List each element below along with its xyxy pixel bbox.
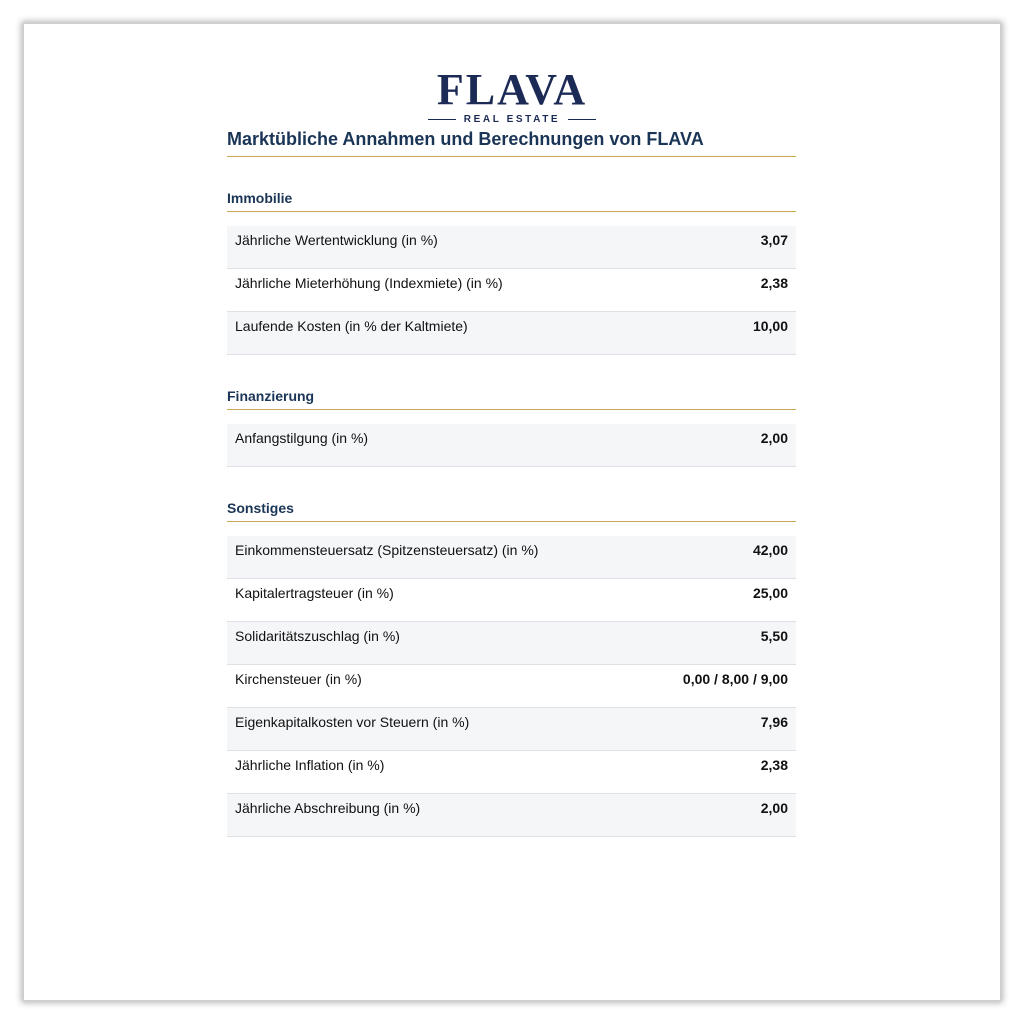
table-row [227, 536, 796, 579]
row-value: 2,00 [760, 800, 788, 816]
row-value: 25,00 [752, 585, 788, 601]
logo-rule-left [428, 119, 456, 120]
table-row [227, 622, 796, 665]
row-label: Jährliche Abschreibung (in %) [235, 800, 421, 816]
document-page [24, 24, 1000, 1000]
section-title: Immobilie [227, 190, 796, 212]
row-value: 5,50 [760, 628, 788, 644]
row-value: 0,00 / 8,00 / 9,00 [682, 671, 788, 687]
logo-tagline: REAL ESTATE [463, 114, 561, 125]
row-label: Laufende Kosten (in % der Kaltmiete) [235, 318, 468, 334]
row-value: 3,07 [760, 232, 788, 248]
table-row [227, 665, 796, 708]
table-row [227, 751, 796, 794]
page-title: Marktübliche Annahmen und Berechnungen von FLAVA [227, 128, 796, 157]
row-label: Jährliche Wertentwicklung (in %) [235, 232, 438, 248]
row-value: 2,38 [760, 275, 788, 291]
row-value: 2,00 [760, 430, 788, 446]
table-row [227, 312, 796, 355]
logo-wordmark: FLAVA [436, 65, 588, 114]
table-row [227, 226, 796, 269]
table-row [227, 708, 796, 751]
section-finanzierung [227, 388, 796, 467]
logo-rule-right [568, 119, 596, 120]
row-label: Jährliche Inflation (in %) [235, 757, 385, 773]
row-value: 42,00 [752, 542, 788, 558]
row-label: Kapitalertragsteuer (in %) [235, 585, 394, 601]
row-label: Jährliche Mieterhöhung (Indexmiete) (in %) [235, 275, 503, 291]
flava-logo [24, 65, 1000, 125]
assumptions-content [227, 128, 796, 837]
table-row [227, 794, 796, 837]
row-label: Solidaritätszuschlag (in %) [235, 628, 400, 644]
section-title: Finanzierung [227, 388, 796, 410]
row-label: Anfangstilgung (in %) [235, 430, 369, 446]
row-label: Einkommensteuersatz (Spitzensteuersatz) (in %) [235, 542, 539, 558]
table-row [227, 579, 796, 622]
table-row [227, 424, 796, 467]
row-value: 10,00 [752, 318, 788, 334]
section-sonstiges [227, 500, 796, 837]
logo-tagline-row [24, 114, 1000, 125]
section-title: Sonstiges [227, 500, 796, 522]
table-row [227, 269, 796, 312]
section-immobilie [227, 190, 796, 355]
row-label: Kirchensteuer (in %) [235, 671, 362, 687]
row-label: Eigenkapitalkosten vor Steuern (in %) [235, 714, 470, 730]
row-value: 2,38 [760, 757, 788, 773]
row-value: 7,96 [760, 714, 788, 730]
